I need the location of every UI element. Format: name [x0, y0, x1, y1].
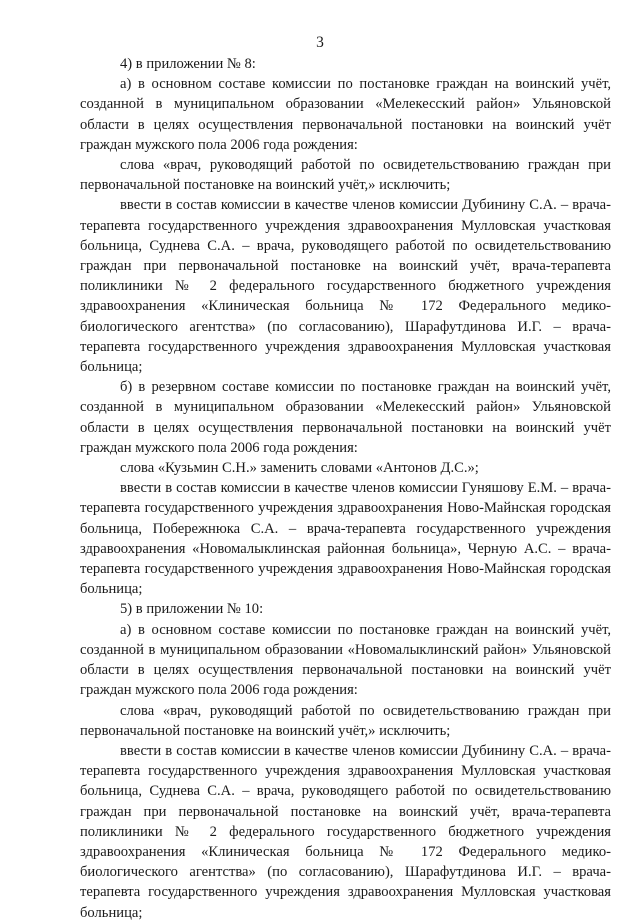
- paragraph-exclude-words-2: слова «врач, руководящий работой по освидетельствованию граждан при первоначальной постановке на воинский учёт,» исключить;: [80, 702, 611, 739]
- paragraph-appendix-8: 4) в приложении № 8:: [120, 56, 256, 72]
- paragraph-main-composition-novomalyklinsky: а) в основном составе комиссии по постановке граждан на воинский учёт, созданной в муниципальном образовании «Новомалыклинский район» Ульяновской области в целях осуществления первоначальной постановки на воинский учёт граждан мужского пола 2006 года рождения:: [80, 621, 611, 699]
- paragraph-appendix-10: 5) в приложении № 10:: [120, 601, 264, 618]
- document-body: [80, 54, 611, 923]
- paragraph-reserve-composition-melekess: б) в резервном составе комиссии по постановке граждан на воинский учёт, созданной в муниципальном образовании «Мелекесский район» Ульяновской области в целях осуществления первоначальной постановки на воинский учёт граждан мужского пола 2006 года рождения:: [80, 379, 611, 456]
- page-number: 3: [316, 34, 324, 51]
- paragraph-add-reserve-members: ввести в состав комиссии в качестве членов комиссии Гуняшову Е.М. – врача-терапевта государственного учреждения здравоохранения Ново-Майнская городская больница, Побережнюка С.А. – врача-терапевта государственного учреждения здравоохранения «Новомалыклинская районная больница», Черную А.С. – врача-терапевта государственного учреждения здравоохранения Ново-Майнская городская больница;: [80, 480, 611, 598]
- paragraph-add-members: ввести в состав комиссии в качестве членов комиссии Дубинину С.А. – врача-терапевта государственного учреждения здравоохранения Мулловская участковая больница, Суднева С.А. – врача, руководящего работой по освидетельствованию граждан при первоначальной постановке на воинский учёт, врача-терапевта поликлиники № 2 федерального государственного бюджетного учреждения здравоохранения «Клиническая больница № 172 Федерального медико-биологического агентства» (по согласованию), Шарафутдинова И.Г. – врача-терапевта государственного учреждения здравоохранения Мулловская участковая больница;: [80, 197, 611, 376]
- paragraph-replace-words: слова «Кузьмин С.Н.» заменить словами «Антонов Д.С.»;: [120, 460, 479, 477]
- paragraph-add-members-2: ввести в состав комиссии в качестве членов комиссии Дубинину С.А. – врача-терапевта государственного учреждения здравоохранения Мулловская участковая больница, Суднева С.А. – врача, руководящего работой по освидетельствованию граждан при первоначальной постановке на воинский учёт, врача-терапевта поликлиники № 2 федерального государственного бюджетного учреждения здравоохранения «Клиническая больница № 172 Федерального медико-биологического агентства» (по согласованию), Шарафутдинова И.Г. – врача-терапевта государственного учреждения здравоохранения Мулловская участковая больница;: [80, 742, 611, 921]
- paragraph-main-composition-melekess: а) в основном составе комиссии по постановке граждан на воинский учёт, созданной в муниципальном образовании «Мелекесский район» Ульяновской области в целях осуществления первоначальной постановки на воинский учёт граждан мужского пола 2006 года рождения:: [80, 76, 611, 153]
- paragraph-exclude-words: слова «врач, руководящий работой по освидетельствованию граждан при первоначальной постановке на воинский учёт,» исключить;: [80, 157, 611, 194]
